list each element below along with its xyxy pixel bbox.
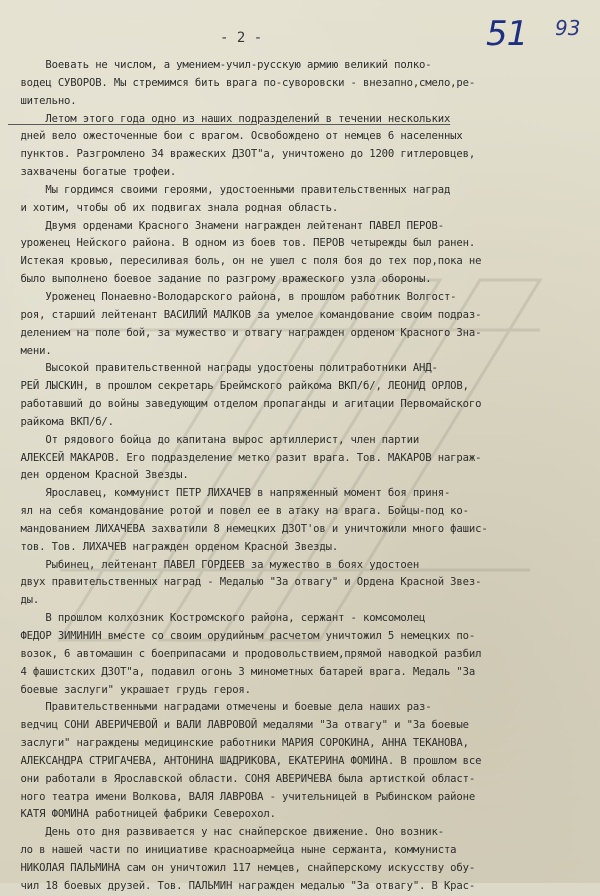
text-line: ного театра имени Волкова, ВАЛЯ ЛАВРОВА - учительницей в Рыбинском районе <box>8 790 476 803</box>
text-line: дней вело ожесточенные бои с врагом. Освобождено от немцев 6 населенных <box>8 130 463 143</box>
text-line: тов. Тов. ЛИХАЧЕВ награжден орденом Красной Звезды. <box>8 540 339 553</box>
typed-text-body <box>8 57 592 896</box>
text-line: и хотим, чтобы об их подвигах знала родная область. <box>8 201 339 214</box>
text-line: Высокой правительственной награды удостоены политработники АНД- <box>8 362 438 375</box>
text-line: шительно. <box>8 94 77 107</box>
text-line: Летом этого года одно из наших подразделений в течении нескольких <box>8 112 451 125</box>
text-line: ло в нашей части по инициативе красноармейца ныне сержанта, коммуниста <box>8 844 457 857</box>
text-line: КАТЯ ФОМИНА работницей фабрики Северохол. <box>8 808 276 821</box>
text-line: Воевать не числом, а умением-учил-русскую армию великий полко- <box>8 59 432 71</box>
text-line: заслуги" награждены медицинские работники МАРИЯ СОРОКИНА, АННА ТЕКАНОВА, <box>8 737 469 750</box>
text-line: Истекая кровью, пересиливая боль, он не ушел с поля боя до тех пор,пока не <box>8 255 482 268</box>
text-line: пунктов. Разгромлено 34 вражеских ДЗОТ"а, уничтожено до 1200 гитлеровцев, <box>8 148 476 161</box>
archive-number-small-handwritten: 93 <box>555 16 581 40</box>
text-line: мандованием ЛИХАЧЕВА захватили 8 немецких ДЗОТ'ов и уничтожили много фашис- <box>8 522 488 535</box>
text-line: АЛЕКСЕЙ МАКАРОВ. Его подразделение метко разит врага. Тов. МАКАРОВ награж- <box>8 451 482 464</box>
text-line: чил 18 боевых друзей. Тов. ПАЛЬМИН награжден медалью "За отвагу". В Крас- <box>8 879 476 892</box>
text-line: День ото дня развивается у нас снайперское движение. Оно возник- <box>8 826 444 839</box>
text-line: уроженец Нейского района. В одном из боев тов. ПЕРОВ четырежды был ранен. <box>8 237 476 250</box>
text-line: делением на поле бой, за мужество и отвагу награжден орденом Красного Зна- <box>8 326 482 339</box>
text-line: мени. <box>8 344 52 357</box>
text-line: ФЕДОР ЗИМИНИН вместе со своим орудийным расчетом уничтожил 5 немецких по- <box>8 630 476 642</box>
text-line: райкома ВКП/б/. <box>8 415 114 428</box>
text-line: ведчиц СОНИ АВЕРИЧЕВОЙ и ВАЛИ ЛАВРОВОЙ медалями "За отвагу" и "За боевые <box>8 719 469 732</box>
text-line: захвачены богатые трофеи. <box>8 166 177 179</box>
text-line: Уроженец Понаевно-Володарского района, в прошлом работник Волгост- <box>8 290 457 303</box>
text-line: было выполнено боевое задание по разгрому вражеского узла обороны. <box>8 273 432 286</box>
text-line: ден орденом Красной Звезды. <box>8 469 189 482</box>
text-line: роя, старший лейтенант ВАСИЛИЙ МАЛКОВ за умелое командование своим подраз- <box>8 308 482 321</box>
text-line: Рыбинец, лейтенант ПАВЕЛ ГОРДЕЕВ за мужество в боях удостоен <box>8 558 420 571</box>
text-line: НИКОЛАЯ ПАЛЬМИНА сам он уничтожил 117 немцев, снайперскому искусству обу- <box>8 861 476 874</box>
page-number: - 2 - <box>220 30 263 46</box>
text-line: Мы гордимся своими героями, удостоенными правительственных наград <box>8 183 451 196</box>
text-line: боевые заслуги" украшает грудь героя. <box>8 683 251 696</box>
archive-number-handwritten: 51 <box>486 14 528 54</box>
text-line: ял на себя командование ротой и повел ее в атаку на врага. Бойцы-под ко- <box>8 505 469 518</box>
text-line: 4 фашистских ДЗОТ"а, подавил огонь 3 минометных батарей врага. Медаль "За <box>8 665 476 678</box>
text-line: В прошлом колхозник Костромского района, сержант - комсомолец <box>8 612 426 625</box>
text-line: работавший до войны заведующим отделом пропаганды и агитации Первомайского <box>8 398 482 411</box>
text-line: возок, 6 автомашин с боеприпасами и продовольствием,прямой наводкой разбил <box>8 647 482 660</box>
text-line: водец СУВОРОВ. Мы стремимся бить врага по-суворовски - внезапно,смело,ре- <box>8 76 476 89</box>
text-line: Ярославец, коммунист ПЕТР ЛИХАЧЕВ в напряженный момент боя приня- <box>8 487 451 500</box>
text-line: РЕЙ ЛЫСКИН, в прошлом секретарь Бреймского райкома ВКП/б/, ЛЕОНИД ОРЛОВ, <box>8 380 469 393</box>
text-line: АЛЕКСАНДРА СТРИГАЧЕВА, АНТОНИНА ШАДРИКОВА, ЕКАТЕРИНА ФОМИНА. В прошлом все <box>8 754 482 767</box>
text-line: Правительственными наградами отмечены и боевые дела наших раз- <box>8 701 432 714</box>
text-line: От рядового бойца до капитана вырос артиллерист, член партии <box>8 433 420 446</box>
text-line: двух правительственных наград - Медалью "За отвагу" и Ордена Красной Звез- <box>8 576 482 589</box>
text-line: Двумя орденами Красного Знамени награжден лейтенант ПАВЕЛ ПЕРОВ- <box>8 219 444 232</box>
text-line: ды. <box>8 594 40 607</box>
text-line: они работали в Ярославской области. СОНЯ АВЕРИЧЕВА была артисткой област- <box>8 772 476 785</box>
